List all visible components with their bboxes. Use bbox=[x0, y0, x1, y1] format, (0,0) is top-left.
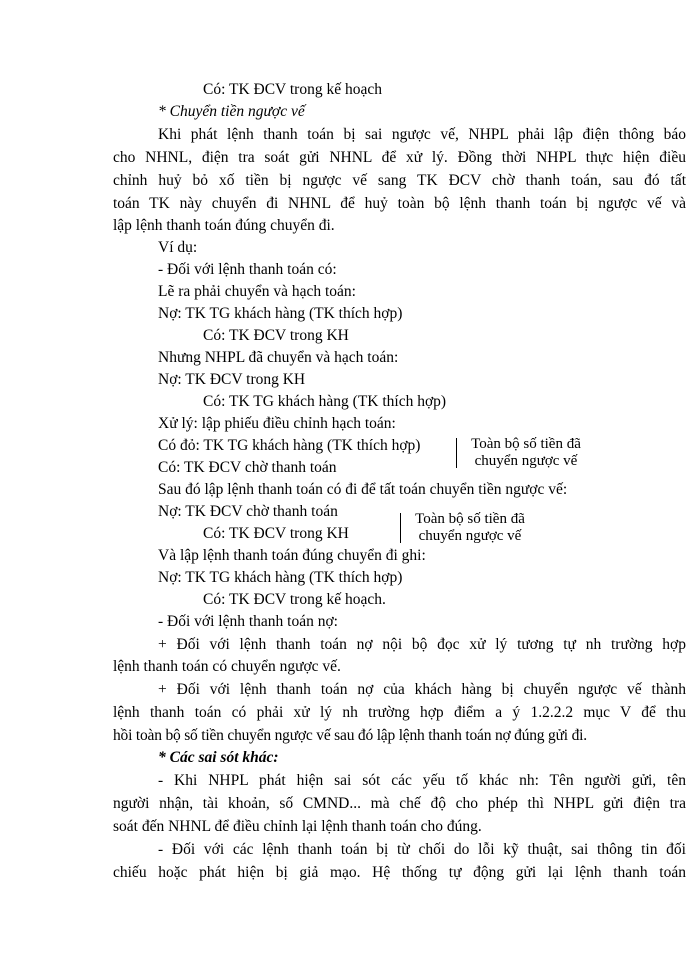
text-line: Nợ: TK TG khách hàng (TK thích hợp) bbox=[158, 569, 403, 586]
paragraph-line: lập lệnh thanh toán đúng chuyển đi. bbox=[113, 217, 335, 234]
side-note-line: Toàn bộ số tiền đã bbox=[471, 436, 581, 452]
text-line: Có: TK ĐCV trong kế hoạch. bbox=[203, 591, 386, 608]
section-heading: * Các sai sót khác: bbox=[158, 749, 279, 766]
side-note bbox=[406, 511, 534, 545]
text-line: Sau đó lập lệnh thanh toán có đi để tất toán chuyển tiền ngược vế: bbox=[158, 481, 568, 498]
text-line: Nợ: TK TG khách hàng (TK thích hợp) bbox=[158, 305, 403, 322]
paragraph-line: chiếu hoặc phát hiện bị giả mạo. Hệ thống tự động gửi lại lệnh thanh toán bbox=[113, 864, 686, 881]
text-line: Có: TK ĐCV trong KH bbox=[203, 525, 349, 542]
side-note-line: chuyển ngược vế bbox=[418, 528, 522, 544]
text-line: Nợ: TK ĐCV chờ thanh toán bbox=[158, 503, 338, 520]
paragraph-line: lệnh thanh toán có chuyển ngược vế. bbox=[113, 658, 341, 675]
paragraph-line: + Đối với lệnh thanh toán nợ của khách hàng bị chuyển ngược vế thành bbox=[158, 681, 686, 698]
bracket-line bbox=[400, 513, 401, 543]
paragraph-line: hồi toàn bộ số tiền chuyển ngược vế sau đó lập lệnh thanh toán nợ đúng gửi đi. bbox=[113, 727, 587, 744]
text-line: Ví dụ: bbox=[158, 239, 198, 256]
text-line: - Đối với lệnh thanh toán nợ: bbox=[158, 613, 338, 630]
bracket-line bbox=[456, 438, 457, 468]
text-line: Và lập lệnh thanh toán đúng chuyển đi ghi: bbox=[158, 547, 426, 564]
text-line: Có: TK ĐCV trong KH bbox=[203, 327, 349, 344]
text-line: Lẽ ra phải chuyển và hạch toán: bbox=[158, 283, 356, 300]
side-note-line: Toàn bộ số tiền đã bbox=[415, 511, 525, 527]
paragraph-line: soát đến NHNL để điều chỉnh lại lệnh thanh toán cho đúng. bbox=[113, 818, 482, 835]
side-note bbox=[462, 436, 590, 470]
side-note-line: chuyển ngược vế bbox=[474, 453, 578, 469]
text-line: Có đỏ: TK TG khách hàng (TK thích hợp) bbox=[158, 437, 421, 454]
text-line: Có: TK ĐCV trong kế hoạch bbox=[203, 81, 382, 98]
paragraph-line: chỉnh huỷ bỏ xố tiền bị ngược vế sang TK ĐCV chờ thanh toán, sau đó tất bbox=[113, 172, 686, 189]
paragraph-line: - Khi NHPL phát hiện sai sót các yếu tố khác nh: Tên người gửi, tên bbox=[158, 772, 686, 789]
paragraph-line: Khi phát lệnh thanh toán bị sai ngược vế, NHPL phải lập điện thông báo bbox=[158, 126, 686, 143]
text-line: - Đối với lệnh thanh toán có: bbox=[158, 261, 337, 278]
text-line: Có: TK TG khách hàng (TK thích hợp) bbox=[203, 393, 447, 410]
paragraph-line: cho NHNL, điện tra soát gửi NHNL để xử lý. Đồng thời NHPL thực hiện điều bbox=[113, 149, 686, 166]
section-heading: * Chuyển tiền ngược vế bbox=[158, 103, 305, 120]
paragraph-line: người nhận, tài khoản, số CMND... mà chế độ cho phép thì NHPL gửi điện tra bbox=[113, 795, 686, 812]
paragraph-line: + Đối với lệnh thanh toán nợ nội bộ đọc xử lý tương tự nh trường hợp bbox=[158, 636, 686, 653]
text-line: Có: TK ĐCV chờ thanh toán bbox=[158, 459, 337, 476]
text-line: Xử lý: lập phiếu điều chỉnh hạch toán: bbox=[158, 415, 396, 432]
paragraph-line: lệnh thanh toán có phải xử lý nh trường hợp điểm a ý 1.2.2.2 mục V để thu bbox=[113, 704, 686, 721]
text-line: Nợ: TK ĐCV trong KH bbox=[158, 371, 306, 388]
text-line: Nhưng NHPL đã chuyển và hạch toán: bbox=[158, 349, 399, 366]
paragraph-line: - Đối với các lệnh thanh toán bị từ chối do lỗi kỹ thuật, sai thông tin đối bbox=[158, 841, 686, 858]
paragraph-line: toán TK này chuyển đi NHNL để huỷ toàn bộ lệnh thanh toán bị ngược vế và bbox=[113, 195, 686, 212]
